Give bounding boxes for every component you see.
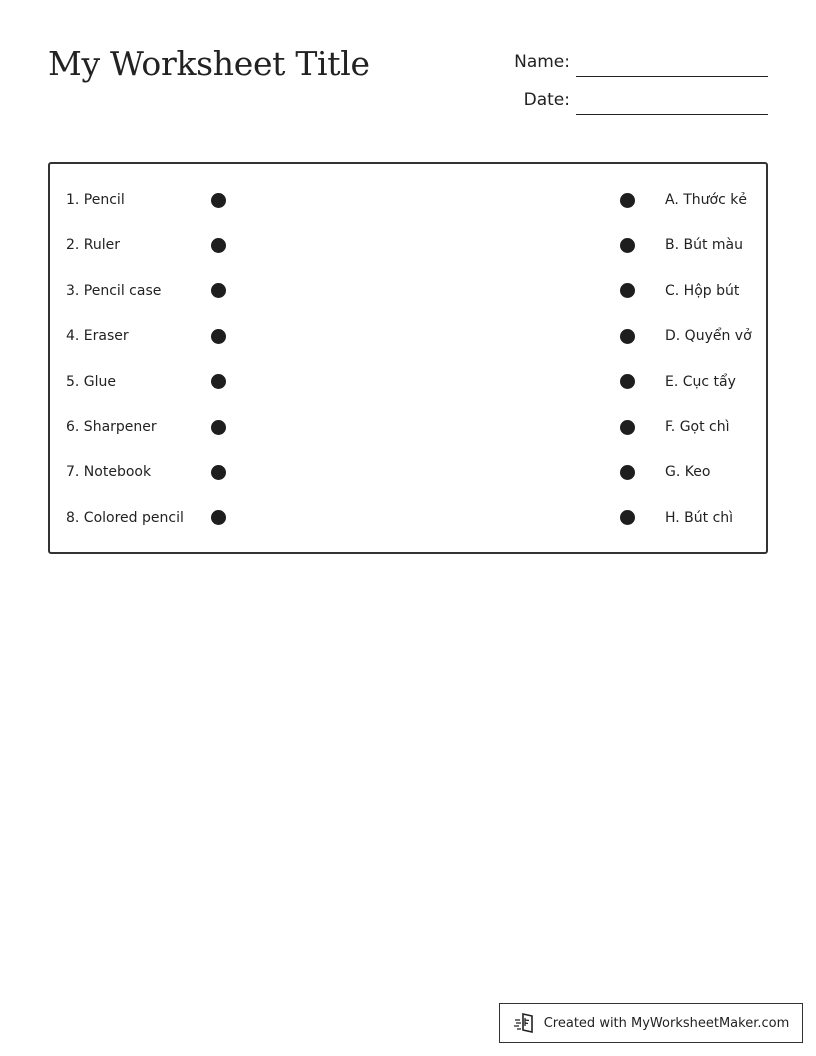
worksheet-title: My Worksheet Title <box>48 44 370 83</box>
left-item: 7. Notebook <box>66 464 152 481</box>
right-item: F. Gọt chì <box>665 419 730 435</box>
name-line <box>576 76 768 77</box>
left-item: 4. Eraser <box>66 328 129 345</box>
right-match-dot[interactable] <box>620 329 635 344</box>
left-match-dot[interactable] <box>211 193 226 208</box>
right-item: G. Keo <box>665 464 711 481</box>
right-item: D. Quyển vở <box>665 328 752 345</box>
footer-credit[interactable] <box>499 1003 803 1043</box>
right-item: B. Bút màu <box>665 237 744 254</box>
right-match-dot[interactable] <box>620 420 635 435</box>
left-match-dot[interactable] <box>211 465 226 480</box>
right-item: C. Hộp bút <box>665 282 740 299</box>
worksheet-maker-logo-icon <box>513 1011 537 1035</box>
right-match-dot[interactable] <box>620 193 635 208</box>
matching-box <box>48 162 768 554</box>
left-item: 2. Ruler <box>66 237 121 254</box>
date-label: Date: <box>523 90 570 110</box>
left-item: 1. Pencil <box>66 192 125 208</box>
left-item: 6. Sharpener <box>66 419 157 435</box>
left-item: 5. Glue <box>66 373 117 390</box>
right-match-dot[interactable] <box>620 238 635 253</box>
left-match-dot[interactable] <box>211 374 226 389</box>
left-match-dot[interactable] <box>211 420 226 435</box>
footer-text: Created with MyWorksheetMaker.com <box>543 1015 790 1031</box>
left-item: 8. Colored pencil <box>66 509 184 526</box>
date-line <box>576 114 768 115</box>
name-label: Name: <box>514 52 570 72</box>
right-item: A. Thước kẻ <box>665 192 747 208</box>
right-item: H. Bút chì <box>665 509 734 526</box>
right-match-dot[interactable] <box>620 374 635 389</box>
right-item: E. Cục tẩy <box>665 373 736 390</box>
left-match-dot[interactable] <box>211 329 226 344</box>
left-match-dot[interactable] <box>211 238 226 253</box>
right-match-dot[interactable] <box>620 465 635 480</box>
left-item: 3. Pencil case <box>66 282 162 299</box>
